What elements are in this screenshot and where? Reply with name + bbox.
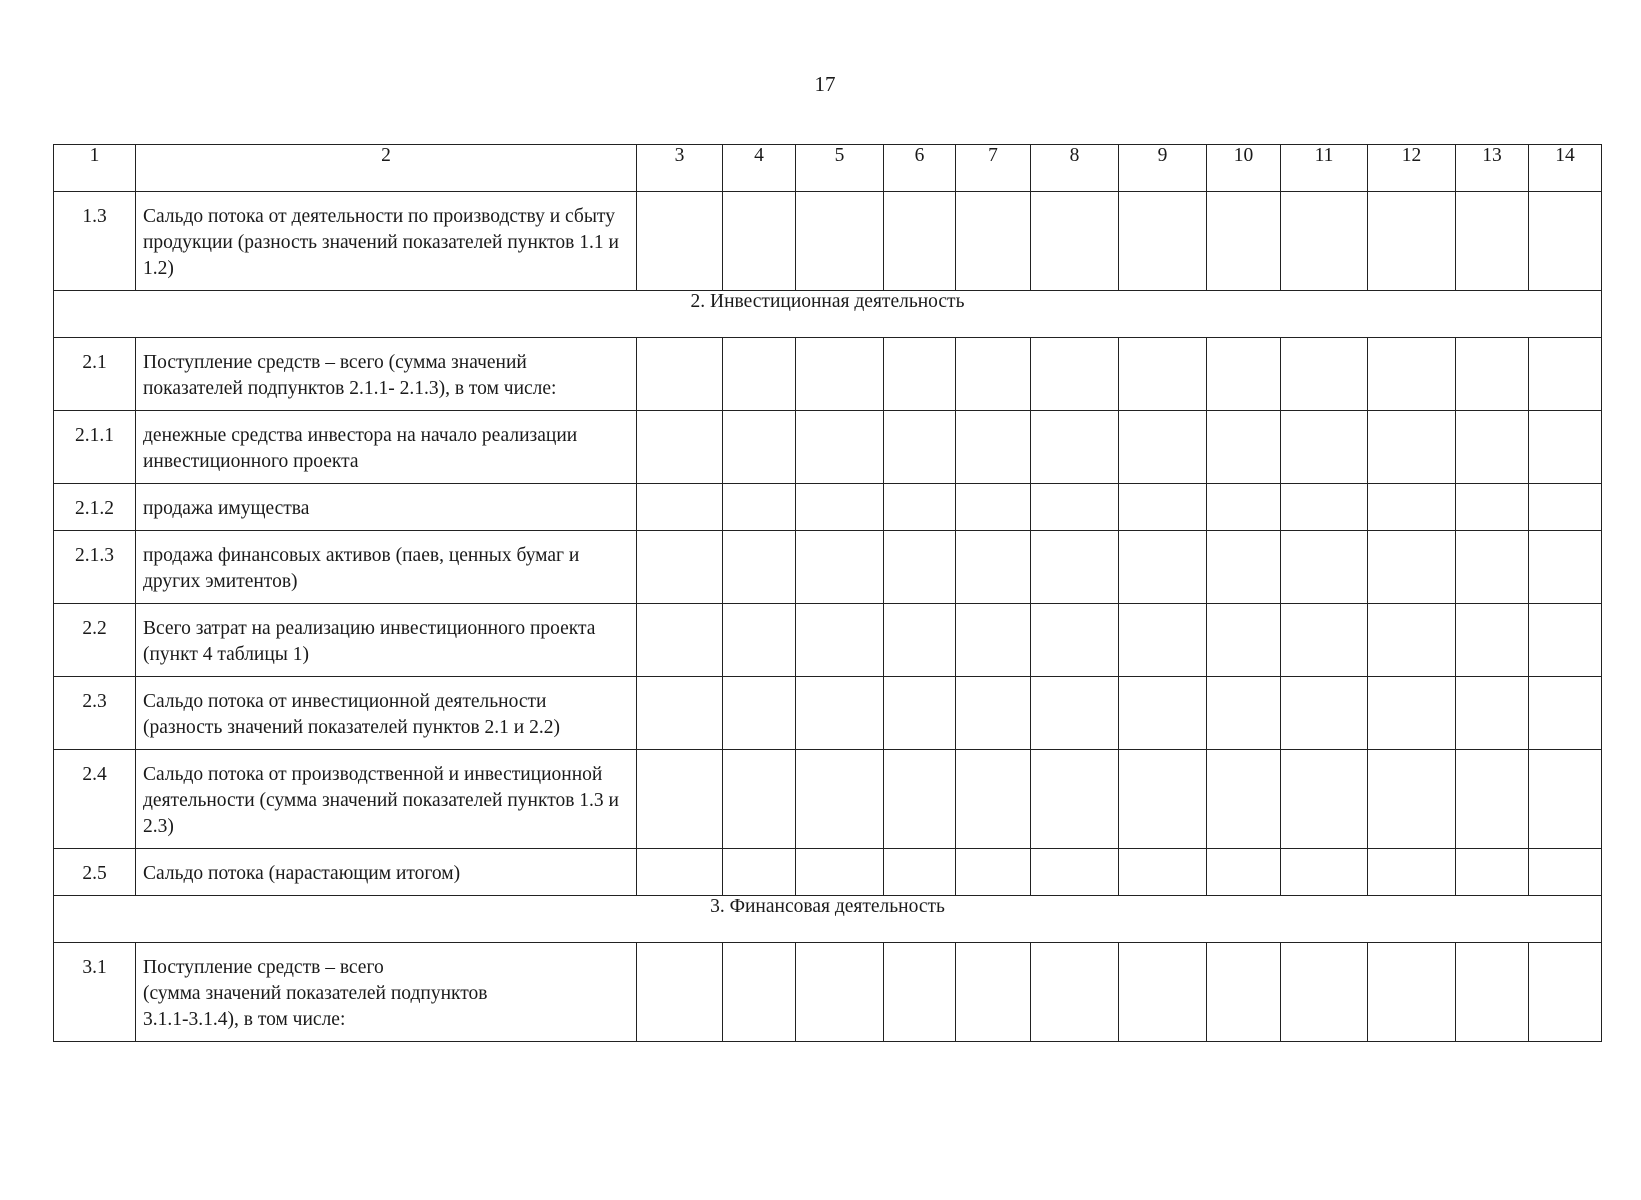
table-row (54, 192, 1602, 291)
value-cell (1456, 849, 1529, 896)
value-cell (884, 677, 956, 750)
table-row (54, 411, 1602, 484)
value-cell (1456, 192, 1529, 291)
value-cell (796, 677, 884, 750)
value-cell (796, 531, 884, 604)
column-number: 13 (1456, 145, 1529, 192)
row-number: 1.3 (54, 192, 136, 291)
value-cell (723, 750, 796, 849)
value-cell (1207, 750, 1281, 849)
value-cell (1207, 338, 1281, 411)
value-cell (1031, 338, 1119, 411)
column-number: 7 (956, 145, 1031, 192)
row-label: Сальдо потока от инвестиционной деятельности (разность значений показателей пунктов 2.1 и 2.2) (136, 677, 637, 750)
value-cell (1281, 943, 1368, 1042)
value-cell (1207, 531, 1281, 604)
value-cell (723, 943, 796, 1042)
value-cell (796, 750, 884, 849)
value-cell (1207, 411, 1281, 484)
value-cell (1031, 677, 1119, 750)
value-cell (956, 604, 1031, 677)
row-number: 3.1 (54, 943, 136, 1042)
value-cell (1529, 849, 1602, 896)
row-label: продажа финансовых активов (паев, ценных бумаг и других эмитентов) (136, 531, 637, 604)
value-cell (1119, 849, 1207, 896)
row-number: 2.4 (54, 750, 136, 849)
value-cell (1529, 484, 1602, 531)
table-row (54, 338, 1602, 411)
value-cell (1119, 677, 1207, 750)
row-number: 2.2 (54, 604, 136, 677)
row-label: Поступление средств – всего (сумма значений показателей подпунктов 2.1.1- 2.1.3), в том числе: (136, 338, 637, 411)
row-number: 2.1.1 (54, 411, 136, 484)
value-cell (956, 943, 1031, 1042)
value-cell (884, 943, 956, 1042)
value-cell (1281, 411, 1368, 484)
value-cell (637, 943, 723, 1042)
table-row (54, 750, 1602, 849)
page-number: 17 (814, 72, 836, 96)
value-cell (884, 849, 956, 896)
value-cell (956, 338, 1031, 411)
value-cell (884, 604, 956, 677)
value-cell (723, 531, 796, 604)
value-cell (956, 484, 1031, 531)
value-cell (723, 849, 796, 896)
column-number: 1 (54, 145, 136, 192)
column-number: 9 (1119, 145, 1207, 192)
value-cell (1281, 604, 1368, 677)
row-label: Сальдо потока (нарастающим итогом) (136, 849, 637, 896)
row-number: 2.5 (54, 849, 136, 896)
value-cell (1368, 750, 1456, 849)
column-number: 3 (637, 145, 723, 192)
value-cell (1368, 849, 1456, 896)
row-label: Сальдо потока от производственной и инвестиционной деятельности (сумма значений показателей пунктов 1.3 и 2.3) (136, 750, 637, 849)
value-cell (723, 338, 796, 411)
value-cell (1119, 338, 1207, 411)
value-cell (1281, 849, 1368, 896)
value-cell (884, 192, 956, 291)
value-cell (1281, 338, 1368, 411)
value-cell (1368, 484, 1456, 531)
value-cell (1207, 604, 1281, 677)
column-number: 5 (796, 145, 884, 192)
value-cell (637, 192, 723, 291)
section-row (54, 291, 1602, 338)
value-cell (1368, 192, 1456, 291)
row-number: 2.1 (54, 338, 136, 411)
value-cell (1529, 677, 1602, 750)
table-row (54, 484, 1602, 531)
value-cell (884, 484, 956, 531)
value-cell (796, 338, 884, 411)
value-cell (1207, 192, 1281, 291)
value-cell (1281, 677, 1368, 750)
section-title: 3. Финансовая деятельность (54, 896, 1602, 943)
column-number: 2 (136, 145, 637, 192)
value-cell (1207, 849, 1281, 896)
value-cell (956, 531, 1031, 604)
value-cell (956, 849, 1031, 896)
value-cell (1031, 192, 1119, 291)
column-number: 6 (884, 145, 956, 192)
value-cell (1119, 192, 1207, 291)
column-number-row (54, 145, 1602, 192)
column-number: 11 (1281, 145, 1368, 192)
value-cell (1207, 484, 1281, 531)
value-cell (884, 531, 956, 604)
value-cell (1031, 411, 1119, 484)
value-cell (1529, 943, 1602, 1042)
value-cell (1207, 943, 1281, 1042)
section-row (54, 896, 1602, 943)
value-cell (723, 192, 796, 291)
value-cell (1529, 338, 1602, 411)
value-cell (1456, 604, 1529, 677)
value-cell (637, 677, 723, 750)
value-cell (637, 531, 723, 604)
value-cell (637, 338, 723, 411)
value-cell (1368, 604, 1456, 677)
value-cell (1456, 484, 1529, 531)
value-cell (884, 338, 956, 411)
value-cell (637, 411, 723, 484)
value-cell (637, 750, 723, 849)
value-cell (1456, 531, 1529, 604)
value-cell (1119, 484, 1207, 531)
column-number: 14 (1529, 145, 1602, 192)
row-label: продажа имущества (136, 484, 637, 531)
value-cell (1456, 943, 1529, 1042)
value-cell (1119, 604, 1207, 677)
value-cell (796, 411, 884, 484)
value-cell (1281, 531, 1368, 604)
value-cell (796, 192, 884, 291)
row-label: Сальдо потока от деятельности по производству и сбыту продукции (разность значений показателей пунктов 1.1 и 1.2) (136, 192, 637, 291)
table-row (54, 677, 1602, 750)
value-cell (1529, 192, 1602, 291)
value-cell (1456, 338, 1529, 411)
value-cell (1529, 531, 1602, 604)
value-cell (1368, 411, 1456, 484)
table-row (54, 604, 1602, 677)
row-label: денежные средства инвестора на начало реализации инвестиционного проекта (136, 411, 637, 484)
section-title: 2. Инвестиционная деятельность (54, 291, 1602, 338)
value-cell (1119, 943, 1207, 1042)
value-cell (637, 604, 723, 677)
value-cell (723, 411, 796, 484)
value-cell (796, 849, 884, 896)
value-cell (1119, 531, 1207, 604)
value-cell (1281, 750, 1368, 849)
value-cell (884, 750, 956, 849)
value-cell (1456, 750, 1529, 849)
value-cell (796, 604, 884, 677)
value-cell (1207, 677, 1281, 750)
value-cell (956, 750, 1031, 849)
row-number: 2.1.3 (54, 531, 136, 604)
value-cell (956, 192, 1031, 291)
table-row (54, 849, 1602, 896)
value-cell (1368, 531, 1456, 604)
value-cell (1031, 604, 1119, 677)
value-cell (1031, 750, 1119, 849)
value-cell (1119, 411, 1207, 484)
value-cell (723, 677, 796, 750)
value-cell (956, 411, 1031, 484)
value-cell (1529, 750, 1602, 849)
value-cell (1456, 411, 1529, 484)
value-cell (1281, 484, 1368, 531)
value-cell (1368, 677, 1456, 750)
value-cell (1031, 531, 1119, 604)
value-cell (884, 411, 956, 484)
table-row (54, 943, 1602, 1042)
value-cell (1031, 484, 1119, 531)
value-cell (1368, 338, 1456, 411)
value-cell (637, 849, 723, 896)
value-cell (1529, 604, 1602, 677)
value-cell (1368, 943, 1456, 1042)
value-cell (1119, 750, 1207, 849)
value-cell (796, 943, 884, 1042)
column-number: 4 (723, 145, 796, 192)
row-number: 2.1.2 (54, 484, 136, 531)
value-cell (637, 484, 723, 531)
value-cell (1281, 192, 1368, 291)
row-label: Поступление средств – всего (сумма значений показателей подпунктов 3.1.1-3.1.4), в том числе: (136, 943, 637, 1042)
value-cell (956, 677, 1031, 750)
column-number: 10 (1207, 145, 1281, 192)
column-number: 12 (1368, 145, 1456, 192)
column-number: 8 (1031, 145, 1119, 192)
row-number: 2.3 (54, 677, 136, 750)
value-cell (723, 484, 796, 531)
value-cell (723, 604, 796, 677)
value-cell (1031, 849, 1119, 896)
value-cell (1529, 411, 1602, 484)
value-cell (796, 484, 884, 531)
value-cell (1031, 943, 1119, 1042)
row-label: Всего затрат на реализацию инвестиционного проекта (пункт 4 таблицы 1) (136, 604, 637, 677)
value-cell (1456, 677, 1529, 750)
table-row (54, 531, 1602, 604)
cash-flow-table (53, 144, 1602, 1042)
